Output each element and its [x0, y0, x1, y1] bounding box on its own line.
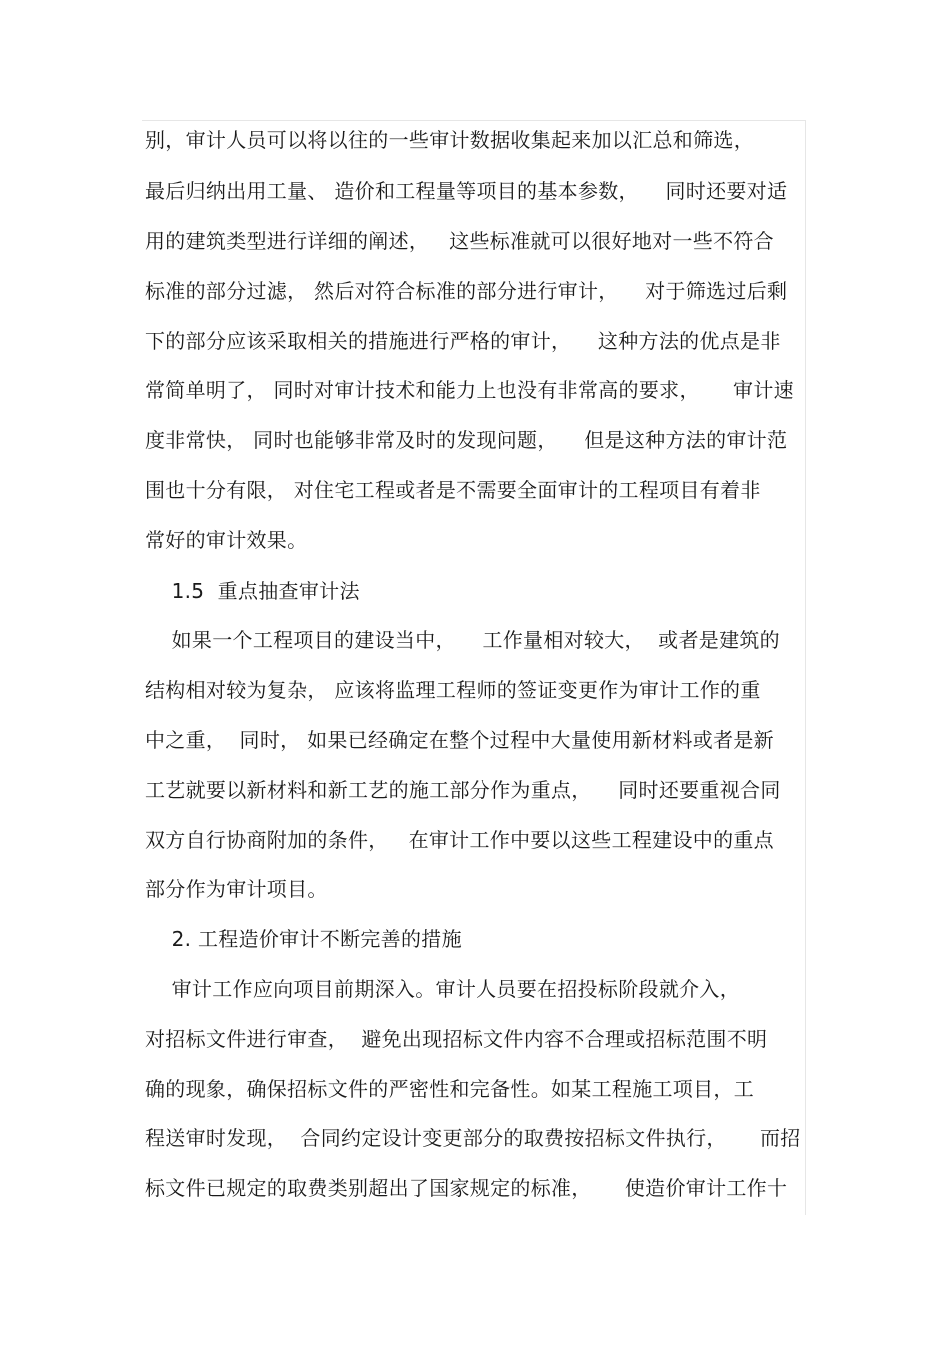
- text-line: 度非常快， 同时也能够非常及时的发现问题， 但是这种方法的审计范: [145, 428, 788, 452]
- text-line: 用的建筑类型进行详细的阐述， 这些标准就可以很好地对一些不符合: [145, 229, 774, 253]
- text-line: 下的部分应该采取相关的措施进行严格的审计， 这种方法的优点是非: [145, 329, 781, 353]
- text-line: 标准的部分过滤， 然后对符合标准的部分进行审计， 对于筛选过后剩: [145, 279, 788, 303]
- section-heading: 1.5 重点抽查审计法: [145, 579, 360, 603]
- text-line: 最后归纳出用工量、 造价和工程量等项目的基本参数， 同时还要对适: [145, 179, 788, 203]
- text-line: 围也十分有限， 对住宅工程或者是不需要全面审计的工程项目有着非: [145, 478, 761, 502]
- text-line: 程送审时发现， 合同约定设计变更部分的取费按招标文件执行， 而招: [145, 1126, 801, 1150]
- text-line: 中之重， 同时， 如果已经确定在整个过程中大量使用新材料或者是新: [145, 728, 774, 752]
- text-line: 对招标文件进行审查， 避免出现招标文件内容不合理或招标范围不明: [145, 1027, 768, 1051]
- text-line: 工艺就要以新材料和新工艺的施工部分作为重点， 同时还要重视合同: [145, 778, 781, 802]
- text-line: 审计工作应向项目前期深入。审计人员要在招投标阶段就介入，: [145, 977, 741, 1001]
- text-line: 常好的审计效果。: [145, 528, 308, 552]
- text-line: 别，审计人员可以将以往的一些审计数据收集起来加以汇总和筛选，: [145, 128, 754, 152]
- text-line: 如果一个工程项目的建设当中， 工作量相对较大， 或者是建筑的: [145, 628, 780, 652]
- text-line: 结构相对较为复杂， 应该将监理工程师的签证变更作为审计工作的重: [145, 678, 761, 702]
- text-line: 常简单明了， 同时对审计技术和能力上也没有非常高的要求， 审计速: [145, 378, 794, 402]
- text-line: 标文件已规定的取费类别超出了国家规定的标准， 使造价审计工作十: [145, 1176, 788, 1200]
- text-line: 双方自行协商附加的条件， 在审计工作中要以这些工程建设中的重点: [145, 828, 774, 852]
- text-line: 部分作为审计项目。: [145, 877, 328, 901]
- text-line: 确的现象，确保招标文件的严密性和完备性。如某工程施工项目，工: [145, 1077, 754, 1101]
- section-heading: 2. 工程造价审计不断完善的措施: [145, 927, 462, 951]
